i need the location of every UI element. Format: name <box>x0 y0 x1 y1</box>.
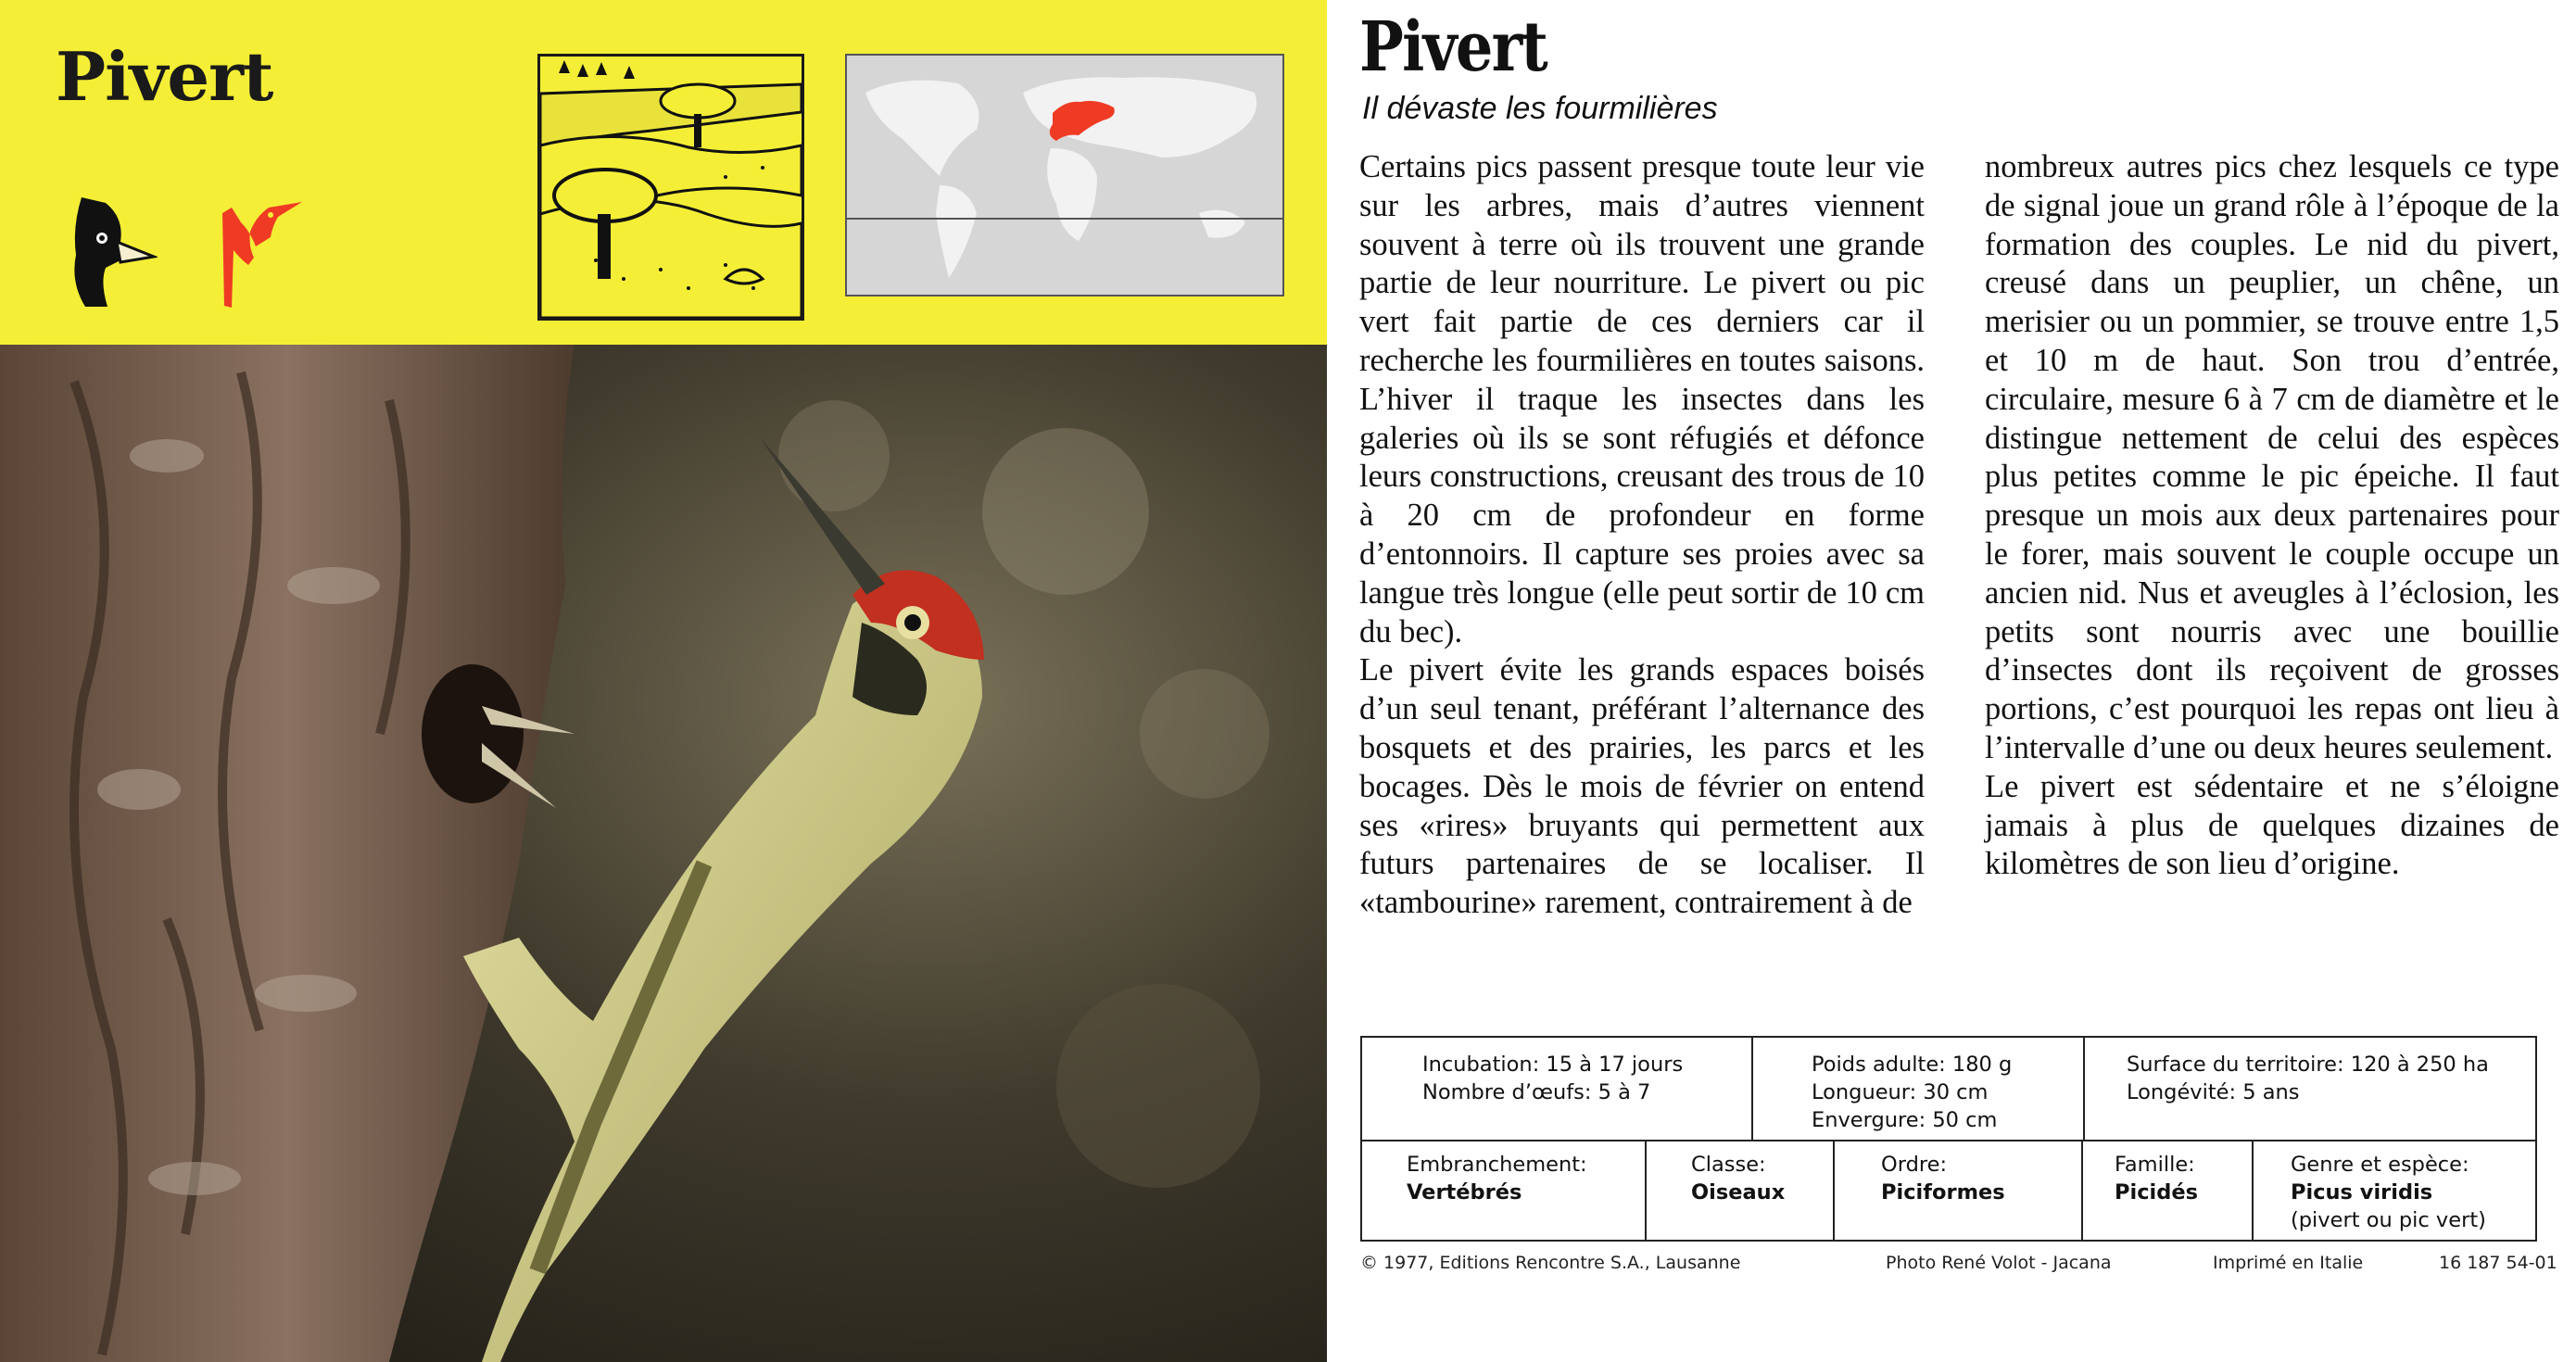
fact-genus <box>2291 1151 2486 1234</box>
divider <box>1645 1140 1647 1242</box>
paragraph: Le pivert évite les grands espaces boisés d’un seul tenant, préférant l’alternance des bosquets et des prairies, les parcs et les bocages. Dès le mois de février on entend ses «rires» bruyants qui permettent aux futurs partenaires de se localiser. Il «tambourine» rarement, contrairement à de <box>1359 652 1925 921</box>
fact-value: Oiseaux <box>1691 1180 1786 1204</box>
divider <box>1833 1140 1835 1242</box>
front-title: Pivert <box>56 37 273 116</box>
paragraph: Certains pics passent presque toute leur vie sur les arbres, mais d’autres viennent souvent à terre où ils trouvent une grande partie de leur nourriture. Le pivert ou pic vert fait partie de ces derniers car il recherche les fourmilières en toutes saisons. L’hiver il traque les insectes dans les galeries où ils se sont réfugiés et défonce leurs constructions, creusant des trous de 10 à 20 cm de profondeur en forme d’entonnoirs. Il capture ses proies avec sa langue très longue (elle peut sortir de 10 cm du bec). <box>1359 149 1925 649</box>
fact-text: Incubation: 15 à 17 jours <box>1422 1053 1684 1077</box>
fact-phylum <box>1407 1151 1587 1206</box>
fact-label: Famille: <box>2115 1153 2195 1177</box>
fact-label: Embranchement: <box>1407 1153 1587 1177</box>
footer-code: 16 187 54-01 <box>2439 1253 2557 1273</box>
subtitle: Il dévaste les fourmilières <box>1362 91 1718 126</box>
fact-family <box>2115 1151 2198 1206</box>
fact-order <box>1881 1151 2005 1206</box>
divider <box>1751 1038 1753 1140</box>
divider <box>1362 1140 2535 1141</box>
fact-text: Longévité: 5 ans <box>2127 1080 2300 1104</box>
footer-copyright: © 1977, Editions Rencontre S.A., Lausanne <box>1360 1253 1741 1273</box>
fact-text: Surface du territoire: 120 à 250 ha <box>2127 1053 2489 1077</box>
woodpecker-silhouette-icon <box>213 195 306 310</box>
world-distribution-map <box>845 54 1284 296</box>
fact-label: Genre et espèce: <box>2291 1153 2469 1177</box>
footer-photo-credit: Photo René Volot - Jacana <box>1886 1253 2112 1273</box>
fact-label: Classe: <box>1691 1153 1766 1177</box>
fact-text: Envergure: 50 cm <box>1812 1108 1998 1132</box>
fact-text: Nombre d’œufs: 5 à 7 <box>1422 1080 1651 1104</box>
habitat-illustration <box>537 54 804 321</box>
text-column-left <box>1359 148 1925 923</box>
footer-printed: Imprimé en Italie <box>2213 1253 2364 1273</box>
facts-table <box>1360 1036 2537 1242</box>
divider <box>2252 1140 2254 1242</box>
fact-text: Poids adulte: 180 g <box>1812 1053 2013 1077</box>
paragraph: Le pivert est sédentaire et ne s’éloigne jamais à plus de quelques dizaines de kilomètres de son lieu d’origine. <box>1985 768 2559 882</box>
fact-value: Piciformes <box>1881 1180 2005 1204</box>
fact-value: Picus viridis <box>2291 1180 2433 1204</box>
woodpecker-photo <box>0 345 1327 1362</box>
fact-note: (pivert ou pic vert) <box>2291 1208 2486 1232</box>
beak-icon <box>65 190 158 310</box>
fact-measures <box>1812 1051 2012 1134</box>
fact-label: Ordre: <box>1881 1153 1948 1177</box>
fact-class <box>1691 1151 1785 1206</box>
divider <box>2081 1140 2083 1242</box>
fact-incubation <box>1422 1051 1683 1106</box>
fact-territory <box>2127 1051 2489 1106</box>
paragraph: nombreux autres pics chez lesquels ce type de signal joue un grand rôle à l’époque de la formation des couples. Le nid du pivert, creusé dans un peuplier, un chêne, un merisier ou un pommier, se trouve entre 1,5 et 10 m de haut. Son trou d’entrée, circulaire, mesure 6 à 7 cm de diamètre et le distingue nettement de celui des espèces plus petites comme le pic épeiche. Il faut presque un mois aux deux partenaires pour le forer, mais souvent le couple occupe un ancien nid. Nus et aveugles à l’éclosion, les petits sont nourris avec une bouillie d’insectes dont ils reçoivent de grosses portions, c’est pourquoi les repas ont lieu à l’intervalle d’une ou deux heures seulement. <box>1985 149 2559 765</box>
fact-value: Picidés <box>2115 1180 2199 1204</box>
fact-value: Vertébrés <box>1407 1180 1522 1204</box>
back-title: Pivert <box>1359 7 1547 87</box>
divider <box>2083 1038 2085 1140</box>
fact-text: Longueur: 30 cm <box>1812 1080 1989 1104</box>
text-column-right <box>1985 148 2559 884</box>
